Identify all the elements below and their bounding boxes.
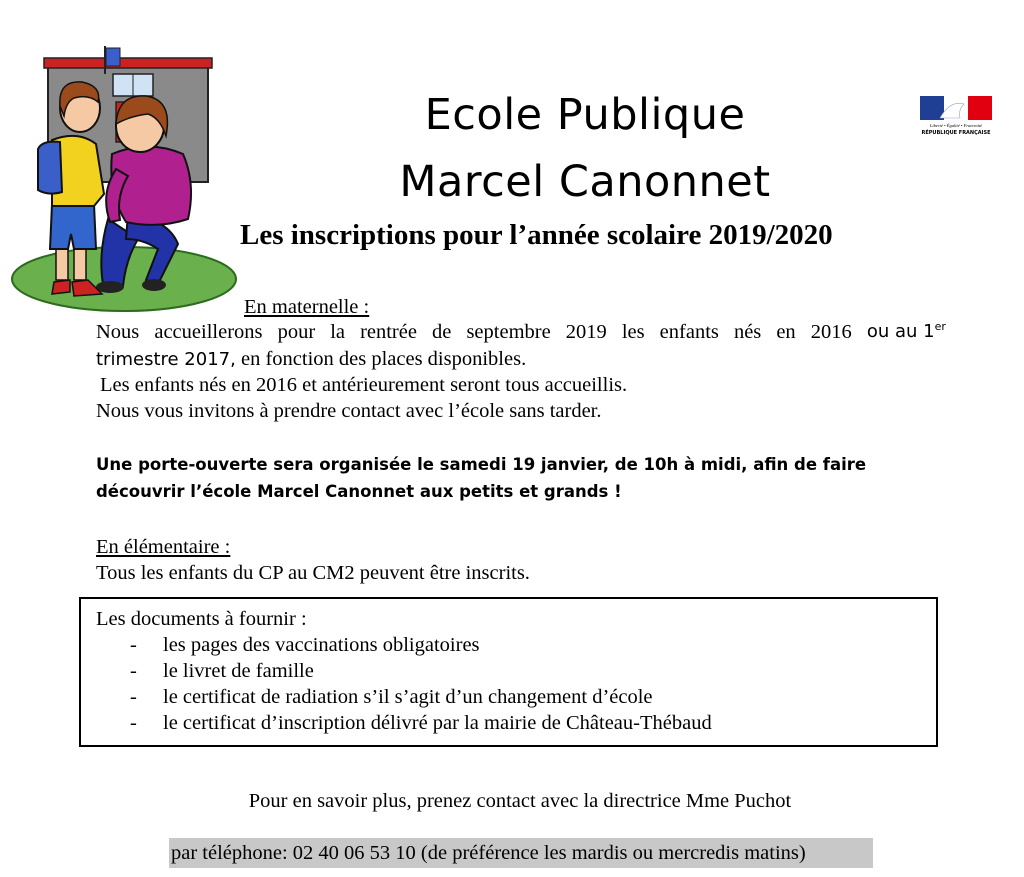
word: 2019 [565, 321, 607, 343]
maternelle-heading: En maternelle : [244, 296, 370, 318]
word: pour [277, 321, 316, 343]
maternelle-line3: Les enfants nés en 2016 et antérieurement seront tous accueillis. [100, 374, 628, 396]
word: rentrée [360, 321, 417, 343]
open-day-line1: Une porte-ouverte sera organisée le samedi 19 janvier, de 10h à midi, afin de faire [96, 455, 867, 474]
list-item: les pages des vaccinations obligatoires [163, 634, 480, 656]
page-subtitle: Les inscriptions pour l’année scolaire 2019/2020 [240, 219, 833, 251]
word: enfants [659, 321, 719, 343]
contact-line: Pour en savoir plus, prenez contact avec la directrice Mme Puchot [248, 790, 792, 812]
word: la [330, 321, 345, 343]
word: de [432, 321, 452, 343]
word: nés [733, 321, 762, 343]
republique-name: RÉPUBLIQUE FRANÇAISE [921, 130, 991, 136]
elementaire-text: Tous les enfants du CP au CM2 peuvent être inscrits. [96, 562, 530, 584]
word: les [621, 321, 645, 343]
documents-heading: Les documents à fournir : [96, 608, 307, 630]
list-item: le certificat de radiation s’il s’agit d’un changement d’école [163, 686, 653, 708]
list-item: le livret de famille [163, 660, 314, 682]
maternelle-line2-sans: trimestre 2017, [96, 349, 236, 370]
list-bullet: - [130, 660, 137, 682]
maternelle-line4: Nous vous invitons à prendre contact avec l’école sans tarder. [96, 400, 602, 422]
elementaire-heading: En élémentaire : [96, 536, 231, 558]
word: 2016 [810, 321, 852, 343]
line1-tail [867, 321, 946, 344]
word: accueillerons [154, 321, 263, 343]
republique-motto: Liberté • Égalité • Fraternité [929, 123, 983, 128]
list-bullet: - [130, 686, 137, 708]
maternelle-line2-serif: en fonction des places disponibles. [235, 348, 527, 370]
list-item: le certificat d’inscription délivré par la mairie de Château-Thébaud [163, 712, 712, 734]
school-name-line1: Ecole Publique [424, 90, 746, 140]
list-bullet: - [130, 712, 137, 734]
open-day-line2: découvrir l’école Marcel Canonnet aux petits et grands ! [96, 482, 622, 501]
list-bullet: - [130, 634, 137, 656]
phone-line: par téléphone: 02 40 06 53 10 (de préférence les mardis ou mercredis matins) [169, 838, 873, 868]
maternelle-line1 [96, 321, 946, 344]
word: septembre [466, 321, 551, 343]
maternelle-line2 [96, 348, 526, 371]
ordinal-superscript: er [934, 320, 946, 333]
word: en [776, 321, 796, 343]
school-name-line2: Marcel Canonnet [399, 157, 771, 207]
word: Nous [96, 321, 140, 343]
line1-tail-text: ou au 1 [866, 321, 935, 342]
